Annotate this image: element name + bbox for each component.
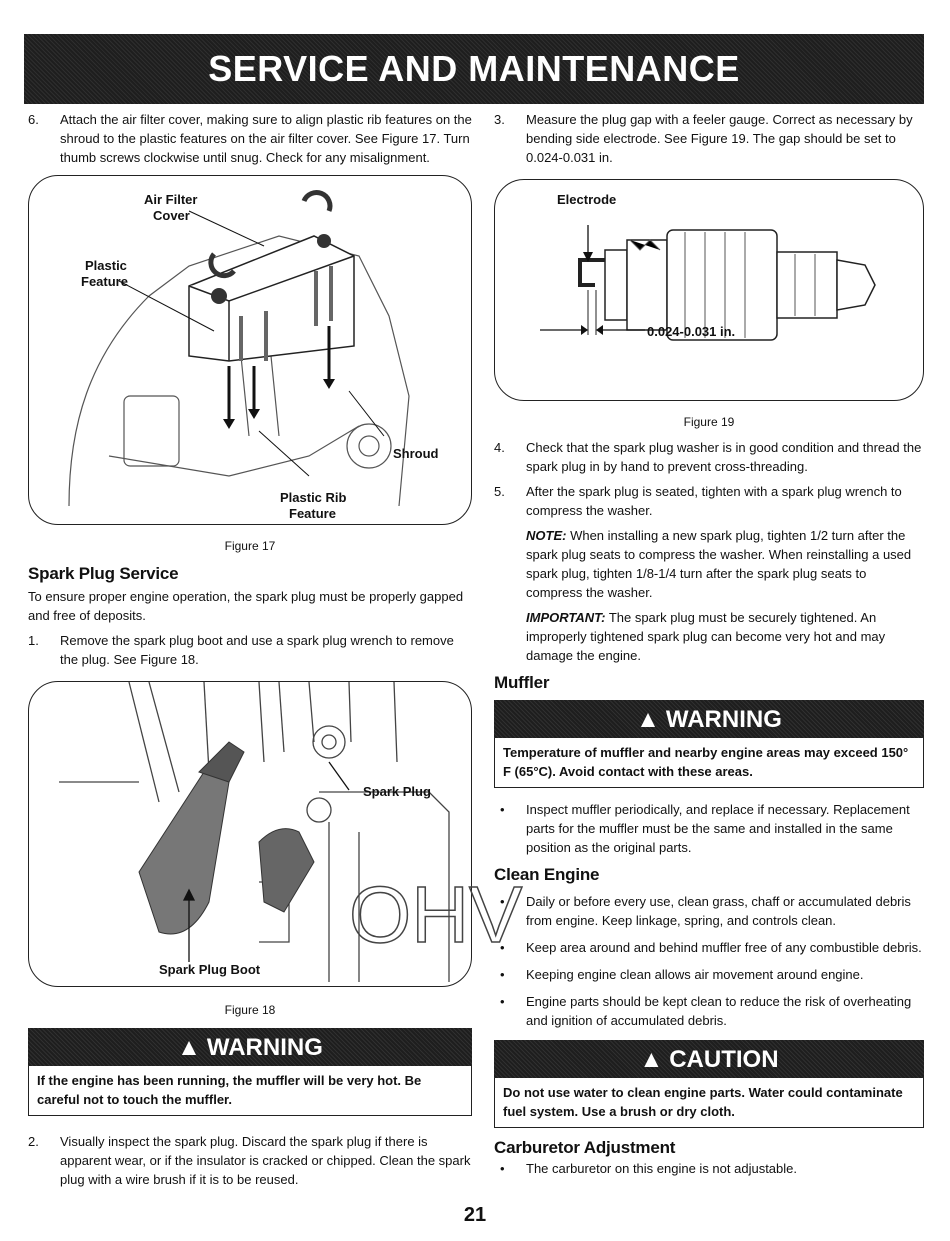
label-shroud: Shroud <box>393 446 439 461</box>
warning-title: WARNING <box>206 1033 323 1061</box>
caution-box <box>494 1040 924 1128</box>
step-3 <box>494 110 924 167</box>
caution-triangle-icon: ▲ <box>639 1045 664 1073</box>
right-column <box>494 110 924 1178</box>
warning-header <box>28 1028 472 1066</box>
label-electrode: Electrode <box>557 192 617 207</box>
figure-19-caption: Figure 19 <box>683 415 735 429</box>
label-spark-plug-boot: Spark Plug Boot <box>159 962 261 977</box>
clean-engine-heading: Clean Engine <box>494 865 600 884</box>
list-item: • Engine parts should be kept clean to reduce the risk of overheating and ignition of accumulated debris. <box>494 992 924 1030</box>
step-2 <box>28 1132 472 1189</box>
warning-triangle-icon: ▲ <box>636 705 660 733</box>
spark-intro: To ensure proper engine operation, the spark plug must be properly gapped and free of deposits. <box>28 589 464 623</box>
step-text: After the spark plug is seated, tighten with a spark plug wrench to compress the washer. <box>526 484 902 518</box>
step-4 <box>494 438 924 476</box>
step-number: 1. <box>28 633 39 648</box>
label-plastic-rib: Plastic Rib <box>280 490 347 505</box>
step-text: Attach the air filter cover, making sure to align plastic rib features on the shroud to the plastic features on the air filter cover. See Figure 17. Turn thumb screws clockwise until snug. Check for any misalignment. <box>60 112 472 165</box>
list-item: • Keeping engine clean allows air movement around engine. <box>494 965 924 984</box>
step-text: Visually inspect the spark plug. Discard the spark plug if there is apparent wear, or if the insulator is cracked or chipped. Clean the spark plug with a wire brush if it is to be reused. <box>60 1134 471 1187</box>
note-label: NOTE: <box>526 528 567 543</box>
label-rib-feature: Feature <box>289 506 336 521</box>
warning-box-hot-muffler <box>28 1028 472 1116</box>
figure-17 <box>28 175 472 525</box>
note-text: When installing a new spark plug, tighten 1/2 turn after the spark plug seats to compress the washer. When reinstalling a used spark plug, tighten 1/8-1/4 turn after the spark plug seats to compress the washer. <box>526 528 912 600</box>
carburetor-heading: Carburetor Adjustment <box>494 1138 676 1157</box>
list-item: • The carburetor on this engine is not adjustable. <box>494 1159 924 1178</box>
list-item: • Daily or before every use, clean grass, chaff or accumulated debris from engine. Keep linkage, spring, and controls clean. <box>494 892 924 930</box>
figure-19 <box>494 179 924 401</box>
step-number: 6. <box>28 112 39 127</box>
caution-text: Do not use water to clean engine parts. Water could contaminate fuel system. Use a brush or dry cloth. <box>494 1078 924 1128</box>
warning-text: If the engine has been running, the muffler will be very hot. Be careful not to touch the muffler. <box>28 1066 472 1116</box>
list-item: • Inspect muffler periodically, and replace if necessary. Replacement parts for the muffler must be the same and installed in the same position as the original parts. <box>494 800 924 857</box>
step-number: 5. <box>494 484 505 499</box>
warning-triangle-icon: ▲ <box>177 1033 201 1061</box>
warning-title: WARNING <box>665 705 782 733</box>
page-number: 21 <box>463 1204 487 1226</box>
figure-18-caption: Figure 18 <box>224 1003 276 1017</box>
warning-box-muffler-temp <box>494 700 924 788</box>
air-filter-illustration <box>29 176 473 524</box>
important-label: IMPORTANT: <box>526 610 606 625</box>
step-6 <box>28 110 472 167</box>
step-1 <box>28 631 472 669</box>
figure-17-caption: Figure 17 <box>224 539 276 553</box>
step-text: Check that the spark plug washer is in good condition and thread the spark plug in by hand to prevent cross-threading. <box>526 440 922 474</box>
label-spark-plug: Spark Plug <box>363 784 431 799</box>
spark-plug-heading: Spark Plug Service <box>28 564 179 583</box>
important-text: The spark plug must be securely tightened. An improperly tightened spark plug can become very hot and may damage the engine. <box>526 610 886 663</box>
step-number: 4. <box>494 440 505 455</box>
spark-plug-gap-illustration <box>495 180 925 400</box>
warning-text: Temperature of muffler and nearby engine areas may exceed 150° F (65°C). Avoid contact with these areas. <box>494 738 924 788</box>
caution-title: CAUTION <box>669 1045 779 1073</box>
label-air-filter: Air Filter <box>144 192 198 207</box>
section-banner <box>24 34 924 104</box>
important-paragraph <box>494 608 924 665</box>
step-text: Remove the spark plug boot and use a spark plug wrench to remove the plug. See Figure 18. <box>60 633 454 667</box>
spark-plug-removal-illustration <box>29 682 523 986</box>
muffler-heading: Muffler <box>494 673 550 692</box>
list-item: • Keep area around and behind muffler free of any combustible debris. <box>494 938 924 957</box>
step-5 <box>494 482 924 520</box>
figure-18 <box>28 681 523 987</box>
step-number: 2. <box>28 1134 39 1149</box>
label-feature: Feature <box>81 274 128 289</box>
warning-header <box>494 700 924 738</box>
label-plastic: Plastic <box>85 258 127 273</box>
step-number: 3. <box>494 112 505 127</box>
label-cover: Cover <box>153 208 190 223</box>
note-paragraph <box>494 526 924 602</box>
ohv-engraving: OHV <box>349 870 523 959</box>
step-text: Measure the plug gap with a feeler gauge. Correct as necessary by bending side electrode. See Figure 19. The gap should be set to 0.024-0.031 in. <box>526 112 913 165</box>
page-title: SERVICE AND MAINTENANCE <box>208 48 740 89</box>
caution-header <box>494 1040 924 1078</box>
label-gap: 0.024-0.031 in. <box>647 324 736 339</box>
left-column <box>28 110 523 1189</box>
